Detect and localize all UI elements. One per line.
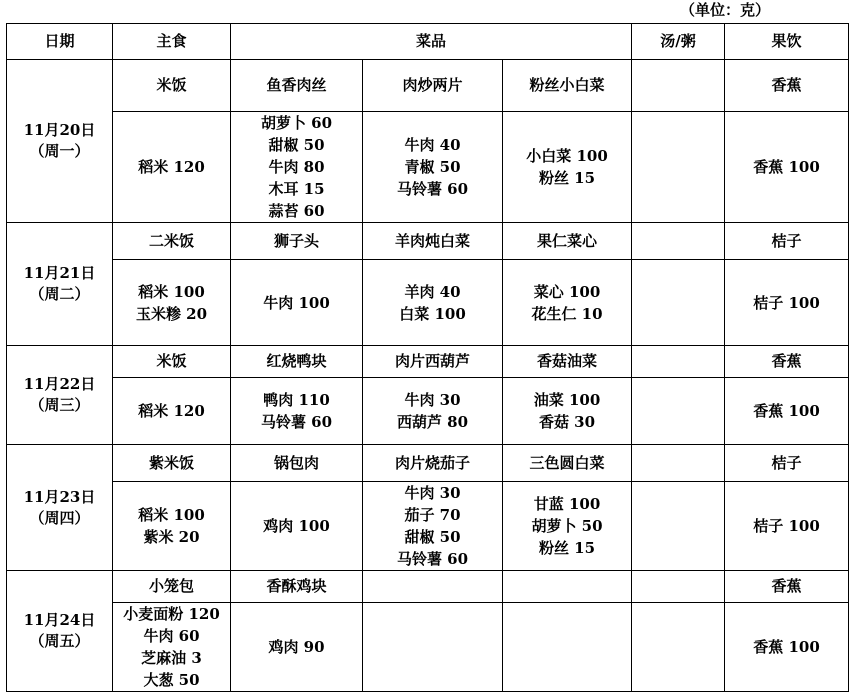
- header-dishes: 菜品: [231, 24, 632, 60]
- dish-name: 鱼香肉丝: [231, 60, 363, 112]
- ingredient-item: 香蕉 100: [753, 638, 820, 656]
- header-staple: 主食: [113, 24, 231, 60]
- staple-ingredients: [113, 603, 231, 692]
- ingredient-item: 青椒 50: [404, 158, 461, 176]
- ingredient-item: 稻米 100: [138, 506, 205, 524]
- dish-name: 粉丝小白菜: [503, 60, 632, 112]
- ingredient-item: 胡萝卜 50: [531, 517, 603, 535]
- staple-name: 紫米饭: [113, 445, 231, 482]
- weekly-menu-table: [6, 23, 849, 692]
- ingredient-item: 香蕉 100: [753, 402, 820, 420]
- dish-ingredients: [503, 260, 632, 346]
- day-ingredients-row: [7, 260, 849, 346]
- date-cell: [7, 445, 113, 571]
- date-cell: [7, 60, 113, 223]
- ingredient-item: 马铃薯 60: [396, 180, 469, 198]
- staple-name: 米饭: [113, 346, 231, 378]
- dish-name: 香酥鸡块: [231, 571, 363, 603]
- day-ingredients-row: [7, 482, 849, 571]
- fruit-name: 香蕉: [725, 571, 849, 603]
- day-name-row: [7, 223, 849, 260]
- weekday-text: （周二）: [29, 285, 90, 303]
- header-date: 日期: [7, 24, 113, 60]
- day-name-row: [7, 60, 849, 112]
- ingredient-item: 甜椒 50: [268, 136, 325, 154]
- weekday-text: （周三）: [29, 396, 90, 414]
- soup-name: [632, 60, 725, 112]
- ingredient-item: 小白菜 100: [526, 147, 608, 165]
- weekday-text: （周一）: [29, 142, 90, 160]
- ingredient-item: 胡萝卜 60: [260, 114, 333, 132]
- dish-name: 肉片西葫芦: [363, 346, 503, 378]
- dish-ingredients: [231, 112, 363, 223]
- fruit-name: 桔子: [725, 445, 849, 482]
- soup-name: [632, 223, 725, 260]
- ingredient-item: 鸭肉 110: [263, 391, 330, 409]
- soup-name: [632, 346, 725, 378]
- dish-ingredients: [231, 260, 363, 346]
- dish-name: 肉片烧茄子: [363, 445, 503, 482]
- dish-ingredients: [503, 112, 632, 223]
- ingredient-item: 甜椒 50: [404, 528, 461, 546]
- soup-ingredients: [632, 112, 725, 223]
- ingredient-item: 芝麻油 3: [141, 649, 202, 667]
- dish-ingredients: [231, 378, 363, 445]
- date-cell: [7, 223, 113, 346]
- header-fruit: 果饮: [725, 24, 849, 60]
- weekday-text: （周五）: [29, 632, 90, 650]
- dish-name: 狮子头: [231, 223, 363, 260]
- soup-name: [632, 571, 725, 603]
- header-row: [7, 24, 849, 60]
- ingredient-item: 小麦面粉 120: [123, 605, 220, 623]
- ingredient-item: 木耳 15: [268, 180, 325, 198]
- day-ingredients-row: [7, 603, 849, 692]
- ingredient-item: 牛肉 100: [263, 293, 330, 312]
- dish-name: 锅包肉: [231, 445, 363, 482]
- ingredient-item: 鸡肉 90: [268, 638, 325, 656]
- fruit-ingredients: [725, 260, 849, 346]
- day-name-row: [7, 445, 849, 482]
- dish-ingredients: [503, 482, 632, 571]
- ingredient-item: 稻米 100: [138, 282, 205, 301]
- dish-name: [363, 571, 503, 603]
- staple-name: 小笼包: [113, 571, 231, 603]
- dish-ingredients: [503, 378, 632, 445]
- staple-ingredients: [113, 260, 231, 346]
- dish-ingredients: [231, 603, 363, 692]
- ingredient-item: 羊肉 40: [404, 282, 461, 301]
- dish-name: 香菇油菜: [503, 346, 632, 378]
- weekday-text: （周四）: [29, 508, 90, 527]
- dish-name: 羊肉炖白菜: [363, 223, 503, 260]
- date-cell: [7, 346, 113, 445]
- day-ingredients-row: [7, 112, 849, 223]
- dish-name: 红烧鸭块: [231, 346, 363, 378]
- ingredient-item: 香蕉 100: [753, 158, 820, 176]
- ingredient-item: 花生仁 10: [531, 304, 603, 323]
- date-text: 11月22日: [23, 375, 96, 393]
- date-text: 11月23日: [23, 487, 96, 506]
- ingredient-item: 蒜苔 60: [268, 202, 325, 220]
- dish-name: 果仁菜心: [503, 223, 632, 260]
- dish-name: 三色圆白菜: [503, 445, 632, 482]
- ingredient-item: 鸡肉 100: [263, 517, 330, 535]
- day-ingredients-row: [7, 378, 849, 445]
- dish-name: 肉炒两片: [363, 60, 503, 112]
- date-cell: [7, 571, 113, 692]
- fruit-ingredients: [725, 112, 849, 223]
- ingredient-item: 玉米糁 20: [135, 304, 208, 323]
- ingredient-item: 牛肉 80: [268, 158, 325, 176]
- date-text: 11月20日: [23, 121, 96, 139]
- header-soup: 汤/粥: [632, 24, 725, 60]
- dish-ingredients: [363, 482, 503, 571]
- ingredient-item: 大葱 50: [143, 671, 200, 689]
- ingredient-item: 白菜 100: [399, 304, 466, 323]
- ingredient-item: 桔子 100: [753, 517, 820, 535]
- dish-ingredients: [363, 260, 503, 346]
- fruit-name: 香蕉: [725, 346, 849, 378]
- fruit-ingredients: [725, 378, 849, 445]
- ingredient-item: 菜心 100: [533, 282, 601, 301]
- soup-name: [632, 445, 725, 482]
- dish-ingredients: [363, 603, 503, 692]
- dish-ingredients: [231, 482, 363, 571]
- ingredient-item: 紫米 20: [143, 528, 200, 546]
- dish-name: [503, 571, 632, 603]
- ingredient-item: 桔子 100: [753, 293, 820, 312]
- ingredient-item: 甘蓝 100: [533, 495, 601, 513]
- soup-ingredients: [632, 378, 725, 445]
- ingredient-item: 马铃薯 60: [396, 550, 469, 568]
- staple-ingredients: [113, 112, 231, 223]
- ingredient-item: 香菇 30: [538, 413, 596, 431]
- ingredient-item: 牛肉 40: [404, 136, 461, 154]
- unit-label: （单位：克）: [680, 1, 771, 19]
- ingredient-item: 牛肉 30: [404, 391, 461, 409]
- soup-ingredients: [632, 482, 725, 571]
- ingredient-item: 西葫芦 80: [396, 413, 469, 431]
- date-text: 11月21日: [23, 264, 96, 282]
- dish-ingredients: [503, 603, 632, 692]
- fruit-ingredients: [725, 482, 849, 571]
- ingredient-item: 茄子 70: [404, 506, 461, 524]
- ingredient-item: 稻米 120: [138, 158, 205, 176]
- day-name-row: [7, 346, 849, 378]
- fruit-name: 香蕉: [725, 60, 849, 112]
- ingredient-item: 油菜 100: [533, 391, 601, 409]
- day-name-row: [7, 571, 849, 603]
- ingredient-item: 粉丝 15: [538, 169, 596, 187]
- ingredient-item: 粉丝 15: [538, 539, 596, 557]
- dish-ingredients: [363, 112, 503, 223]
- date-text: 11月24日: [23, 611, 96, 629]
- ingredient-item: 马铃薯 60: [260, 413, 333, 431]
- staple-name: 二米饭: [113, 223, 231, 260]
- dish-ingredients: [363, 378, 503, 445]
- staple-name: 米饭: [113, 60, 231, 112]
- soup-ingredients: [632, 603, 725, 692]
- staple-ingredients: [113, 378, 231, 445]
- fruit-ingredients: [725, 603, 849, 692]
- ingredient-item: 稻米 120: [138, 402, 205, 420]
- fruit-name: 桔子: [725, 223, 849, 260]
- ingredient-item: 牛肉 30: [404, 484, 461, 502]
- ingredient-item: 牛肉 60: [143, 627, 200, 645]
- soup-ingredients: [632, 260, 725, 346]
- staple-ingredients: [113, 482, 231, 571]
